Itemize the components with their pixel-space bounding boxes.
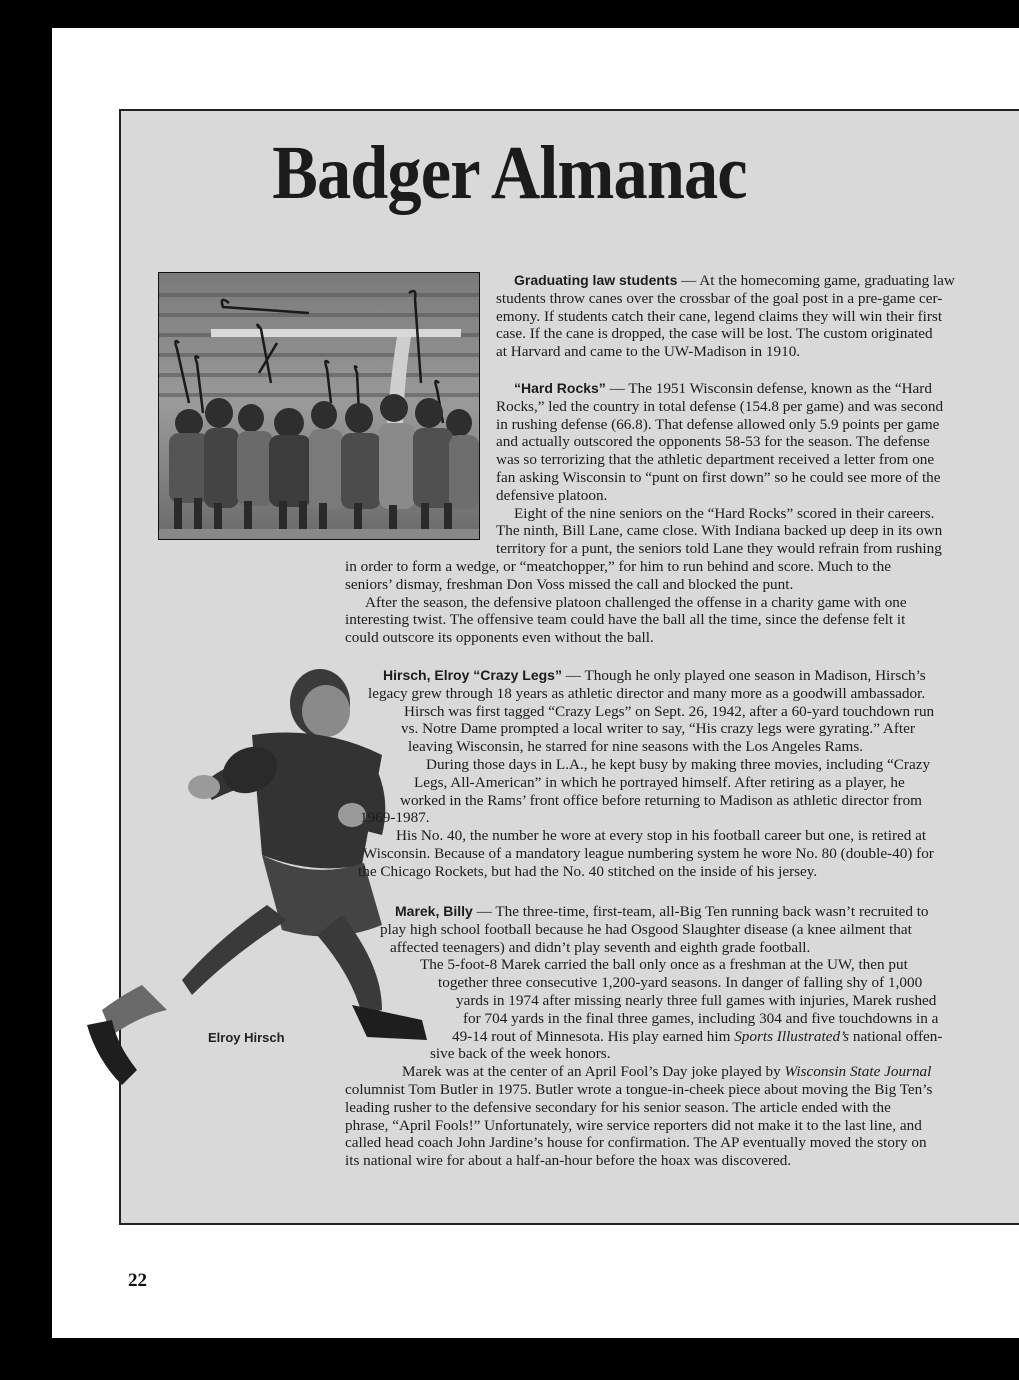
law-students-heading: Graduating law students xyxy=(514,272,678,288)
marek-paragraph: Marek, Billy — The three-time, first-team, all-Big Ten running back wasn’t recruited to play high school football because he had Osgood Slaughter disease (a knee ailment that affected teenagers) and didn’t play seventh and eighth grade football. The 5-foot-8 Marek carried the ball only once as a freshman at the UW, then put together three consecutive 1,200-yard seasons. In danger of falling shy of 1,000 yards in 1974 after missing nearly three full games with injuries, Marek rushed for 704 yards in the final three games, including 304 and five touchdowns in a 49-14 rout of Minnesota. His play earned him Sports Illustrated’s national offen- sive back of the week honors. Marek was at the center of an April Fool’s Day joke played by Wisconsin State Journal columnist Tom Butler in 1975. Butler wrote a tongue-in-cheek piece about moving the Big Ten’s leading rusher to the defensive secondary for his senior season. The article ended with the phrase, “April Fools!” Unfortunately, wire service reporters did not make it to the last line, and called head coach John Jardine’s house for confirmation. The AP eventually moved the story on its national wire for about a half-an-hour before the hoax was discovered. xyxy=(345,903,943,1170)
hard-rocks-continued: in order to form a wedge, or “meatchopper,” for him to run behind and score. Much to the seniors’ dismay, freshman Don Voss missed the call and blocked the punt. After the season, the defensive platoon challenged the offense in a charity game with one interesting twist. The offensive team could have the ball all the time, since the defense felt it could outscore its opponents even without the ball. xyxy=(345,558,907,647)
page-title: Badger Almanac xyxy=(272,131,747,215)
hirsch-paragraph: Hirsch, Elroy “Crazy Legs” — Though he only played one season in Madison, Hirsch’s legacy grew through 18 years as athletic director and many more as a goodwill ambassador. Hirsch was first tagged “Crazy Legs” on Sept. 26, 1942, after a 60-yard touchdown run vs. Notre Dame prompted a local writer to say, “His crazy legs were gyrating.” After leaving Wisconsin, he starred for nine seasons with the Los Angeles Rams. During those days in L.A., he kept busy by making three movies, including “Crazy Legs, All-American” in which he portrayed himself. After retiring as a player, he worked in the Rams’ front office before returning to Madison as athletic director from 1969-1987. His No. 40, the number he wore at every stop in his football career but one, is retired at Wisconsin. Because of a mandatory league numbering system he wore No. 80 (double-40) for the Chicago Rockets, but had the No. 40 stitched on the inside of his jersey. xyxy=(358,667,935,880)
hard-rocks-paragraph: “Hard Rocks” — The 1951 Wisconsin defense, known as the “Hard Rocks,” led the country in total defense (154.8 per game) and was second in rushing defense (66.8). That defense allowed only 5.9 points per game and actually outscored the opponents 58-53 for the season. The defense was so terrorizing that the athletic department received a letter from one fan asking Wisconsin to “punt on first down” so he could see more of the defensive platoon. Eight of the nine seniors on the “Hard Rocks” scored in their careers. The ninth, Bill Lane, came close. With Indiana backed up deep in its own territory for a punt, the seniors told Lane they would refrain from rushing xyxy=(496,380,944,558)
photo-caption: Elroy Hirsch xyxy=(208,1030,285,1045)
page-number: 22 xyxy=(128,1270,147,1291)
hard-rocks-heading: “Hard Rocks” xyxy=(514,380,606,396)
law-students-paragraph: Graduating law students — At the homecoming game, graduating law students throw canes over the crossbar of the goal post in a pre-game cer- emony. If students catch their cane, legend claims they will win their first case. If the cane is dropped, the case will be lost. The custom originated at Harvard and came to the UW-Madison in 1910. xyxy=(496,272,955,361)
canes-photo xyxy=(158,272,480,540)
hirsch-heading: Hirsch, Elroy “Crazy Legs” xyxy=(383,667,562,683)
marek-heading: Marek, Billy xyxy=(395,903,473,919)
